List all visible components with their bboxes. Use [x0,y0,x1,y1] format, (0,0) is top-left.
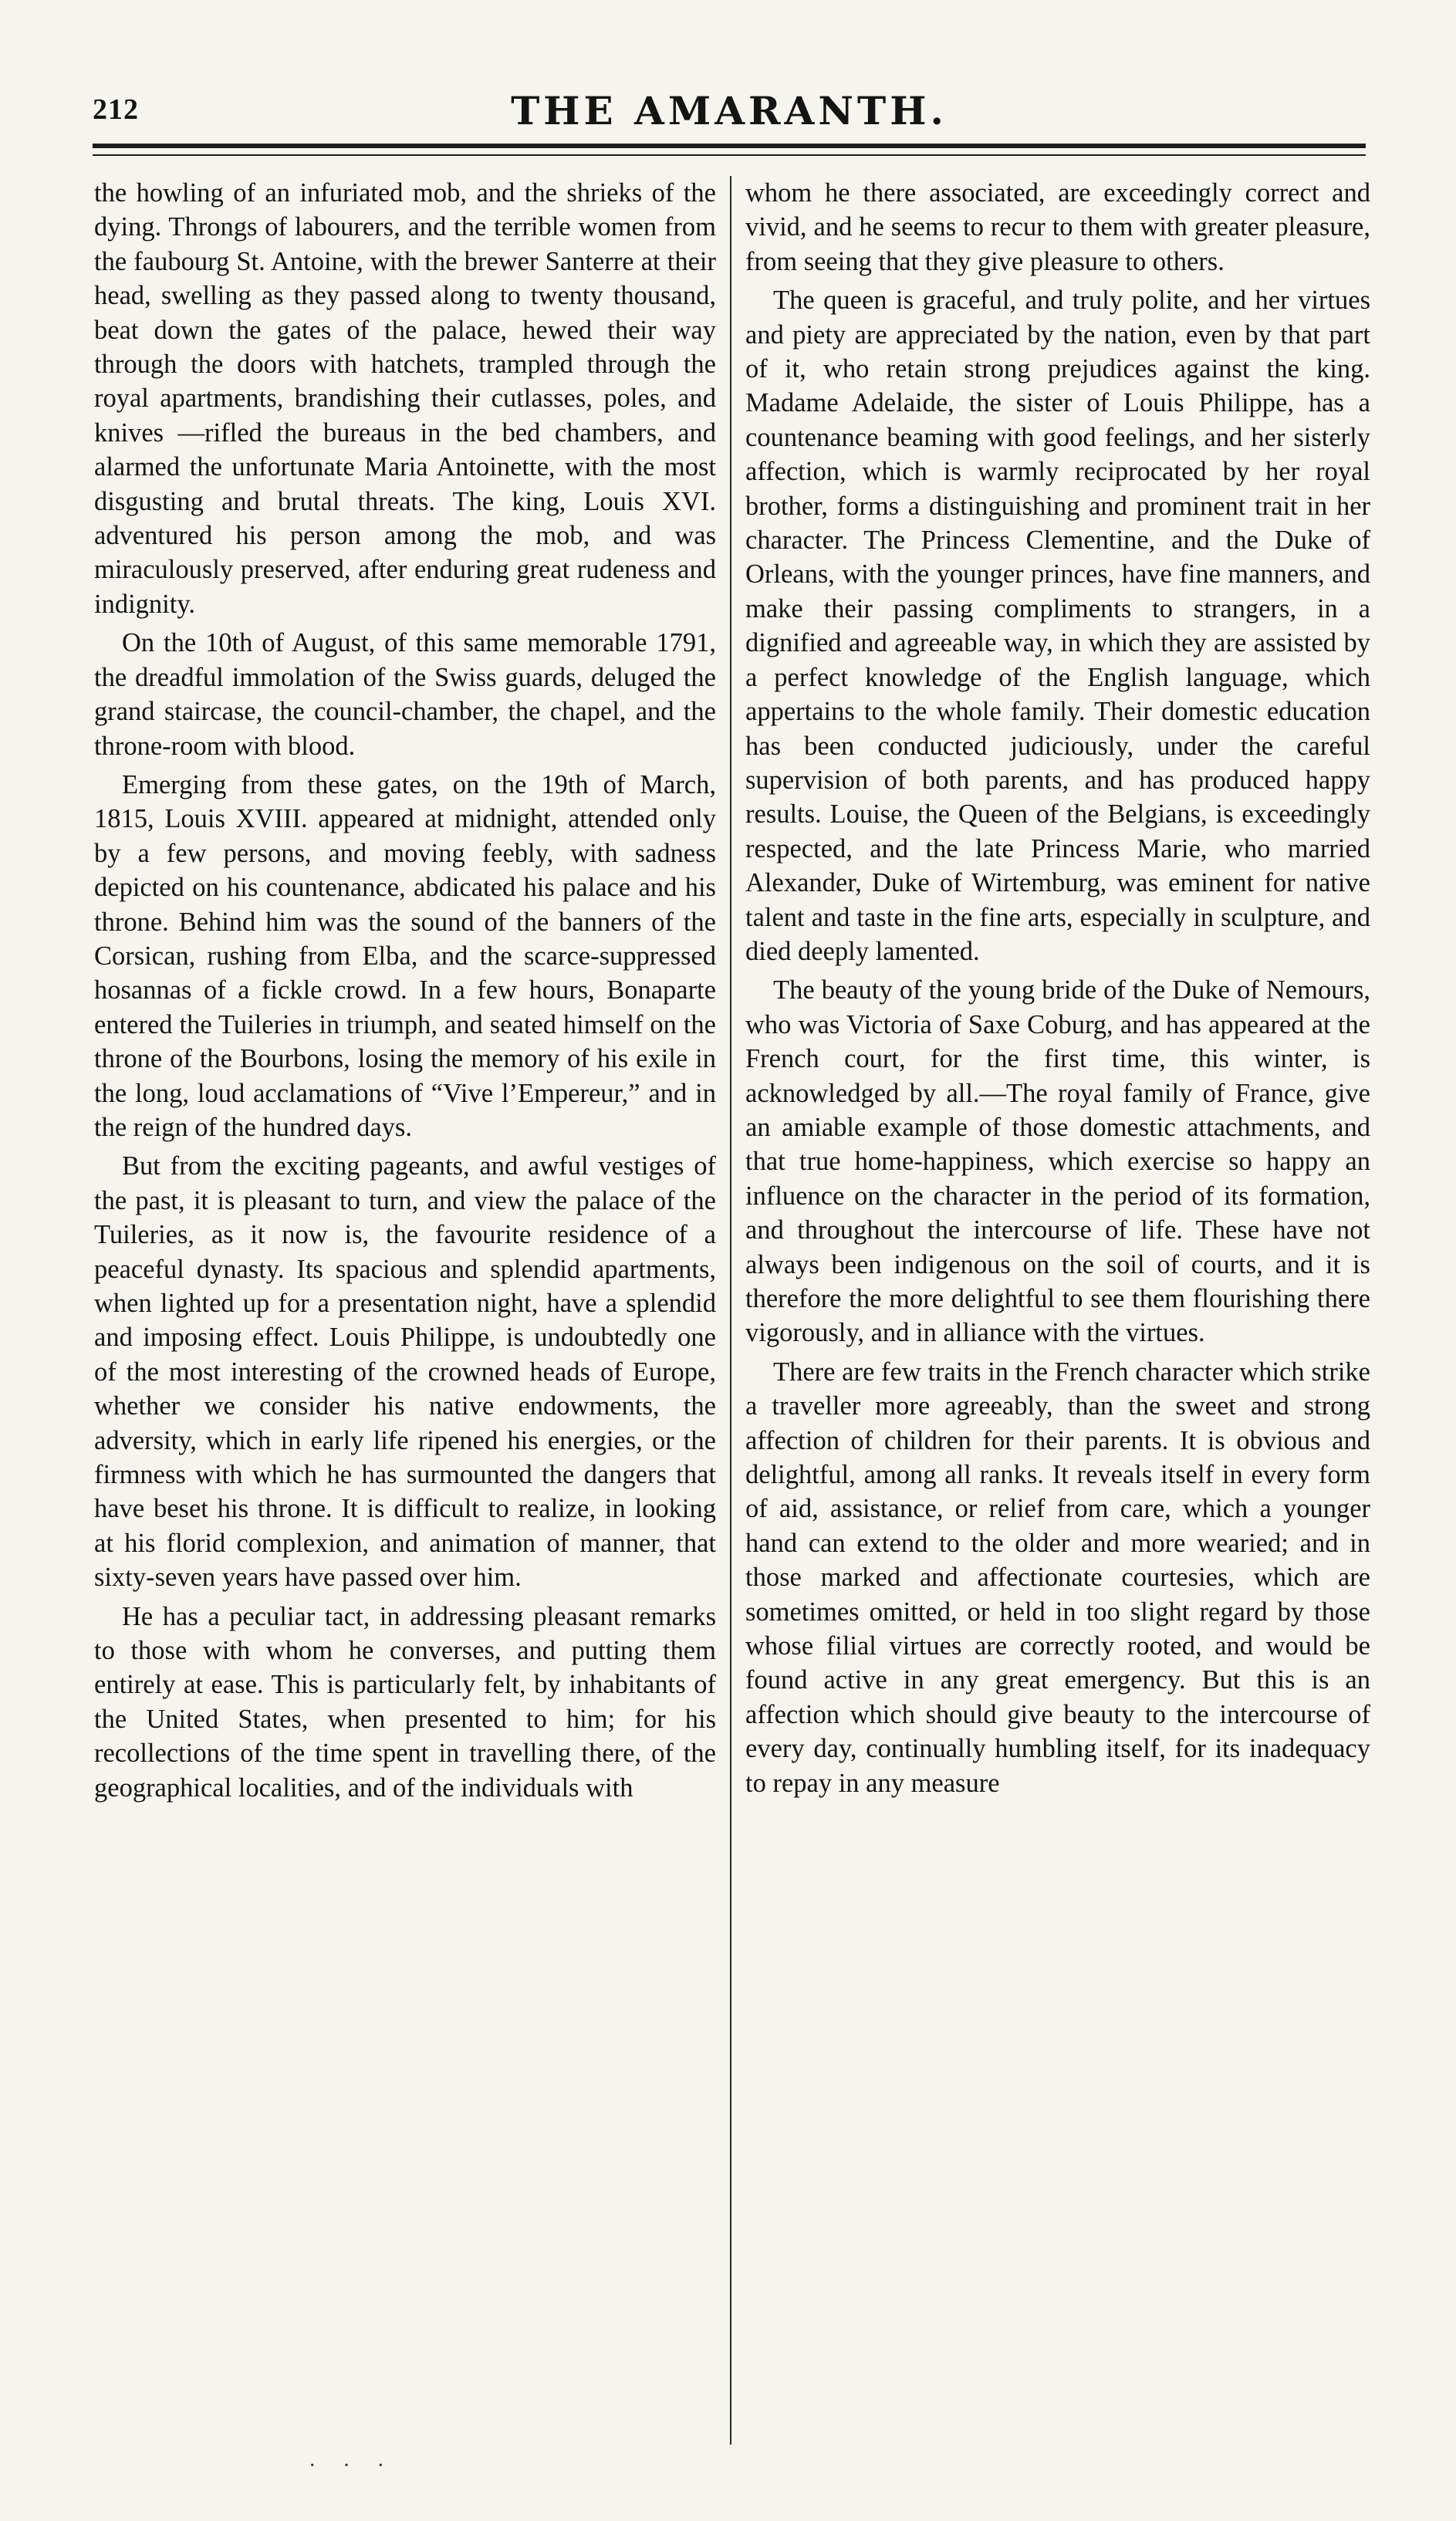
running-title: THE AMARANTH. [511,88,948,133]
page-number: 212 [93,93,139,126]
right-paragraph-4: There are few traits in the French character which strike a traveller more agreeably, than the sweet and strong affection of children for their parents. It is obvious and delightful, among all ranks. It reveals itself in every form of aid, assistance, or relief from care, which a younger hand can extend to the older and more wearied; and in those marked and affectionate courtesies, which are sometimes omitted, or held in too slight regard by those whose filial virtues are correctly rooted, and would be found active in any great emergency. But this is an affection which should give beauty to the intercourse of every day, continually humbling itself, for its inadequacy to repay in any measure [745,1357,1370,1798]
column-divider [730,176,731,2445]
left-column [94,176,716,1810]
header-rule-thin [93,154,1366,156]
left-paragraph-1: the howling of an infuriated mob, and the shrieks of the dying. Throngs of labourers, and the terrible women from the faubourg St. Antoine, with the brewer Santerre at their head, swelling as they passed along to twenty thousand, beat down the gates of the palace, hewed their way through the doors with hatchets, trampled through the royal apartments, brandishing their cutlasses, poles, and knives —rifled the bureaus in the bed chambers, and alarmed the unfortunate Maria Antoinette, with the most disgusting and brutal threats. The king, Louis XVI. adventured his person among the mob, and was miraculously preserved, after enduring great rudeness and indignity. [94,178,716,619]
right-paragraph-1: whom he there associated, are exceedingly correct and vivid, and he seems to recur to them with greater pleasure, from seeing that they give pleasure to others. [745,178,1370,276]
left-paragraph-3: Emerging from these gates, on the 19th of March, 1815, Louis XVIII. appeared at midnight, attended only by a few persons, and moving feebly, with sadness depicted on his countenance, abdicated his palace and his throne. Behind him was the sound of the banners of the Corsican, rushing from Elba, and the scarce-suppressed hosannas of a fickle crowd. In a few hours, Bonaparte entered the Tuileries in triumph, and seated himself on the throne of the Bourbons, losing the memory of his exile in the long, loud acclamations of “Vive l’Empereur,” and in the reign of the hundred days. [94,769,716,1142]
right-paragraph-3: The beauty of the young bride of the Duke of Nemours, who was Victoria of Saxe Coburg, and has appeared at the French court, for the first time, this winter, is acknowledged by all.—The royal family of France, give an amiable example of those domestic attachments, and that true home-happiness, which exercise so happy an influence on the character in the period of its formation, and throughout the intercourse of life. These have not always been indigenous on the soil of courts, and it is therefore the more delightful to see them flourishing there vigorously, and in alliance with the virtues. [745,975,1370,1348]
header-rule-thick [93,144,1366,148]
page-header [93,85,1366,139]
footer-ornament: · · · [309,2454,395,2478]
left-paragraph-5: He has a peculiar tact, in addressing pleasant remarks to those with whom he converses, and putting them entirely at ease. This is particularly felt, by inhabitants of the United States, when presented to him; for his recollections of the time spent in travelling there, of the geographical localities, and of the individuals with [94,1601,716,1803]
left-paragraph-2: On the 10th of August, of this same memorable 1791, the dreadful immolation of the Swiss guards, deluged the grand staircase, the council-chamber, the chapel, and the throne-room with blood. [94,628,716,761]
left-paragraph-4: But from the exciting pageants, and awful vestiges of the past, it is pleasant to turn, and view the palace of the Tuileries, as it now is, the favourite residence of a peaceful dynasty. Its spacious and splendid apartments, when lighted up for a presentation night, have a splendid and imposing effect. Louis Philippe, is undoubtedly one of the most interesting of the crowned heads of Europe, whether we consider his native endowments, the adversity, which in early life ripened his energies, or the firmness with which he has surmounted the dangers that have beset his throne. It is difficult to realize, in looking at his florid complexion, and animation of manner, that sixty-seven years have passed over him. [94,1151,716,1593]
right-paragraph-2: The queen is graceful, and truly polite, and her virtues and piety are appreciated by the nation, even by that part of it, who retain strong prejudices against the king. Madame Adelaide, the sister of Louis Philippe, has a countenance beaming with good feelings, and her sisterly affection, which is warmly reciprocated by her royal brother, forms a distinguishing and prominent trait in her character. The Princess Clementine, and the Duke of Orleans, with the younger princes, have fine manners, and make their passing compliments to strangers, in a dignified and agreeable way, in which they are assisted by a perfect knowledge of the English language, which appertains to the whole family. Their domestic education has been conducted judiciously, under the careful supervision of both parents, and has produced happy results. Louise, the Queen of the Belgians, is exceedingly respected, and the late Princess Marie, who married Alexander, Duke of Wirtemburg, was eminent for native talent and taste in the fine arts, especially in sculpture, and died deeply lamented. [745,286,1370,966]
right-column [745,176,1370,1805]
